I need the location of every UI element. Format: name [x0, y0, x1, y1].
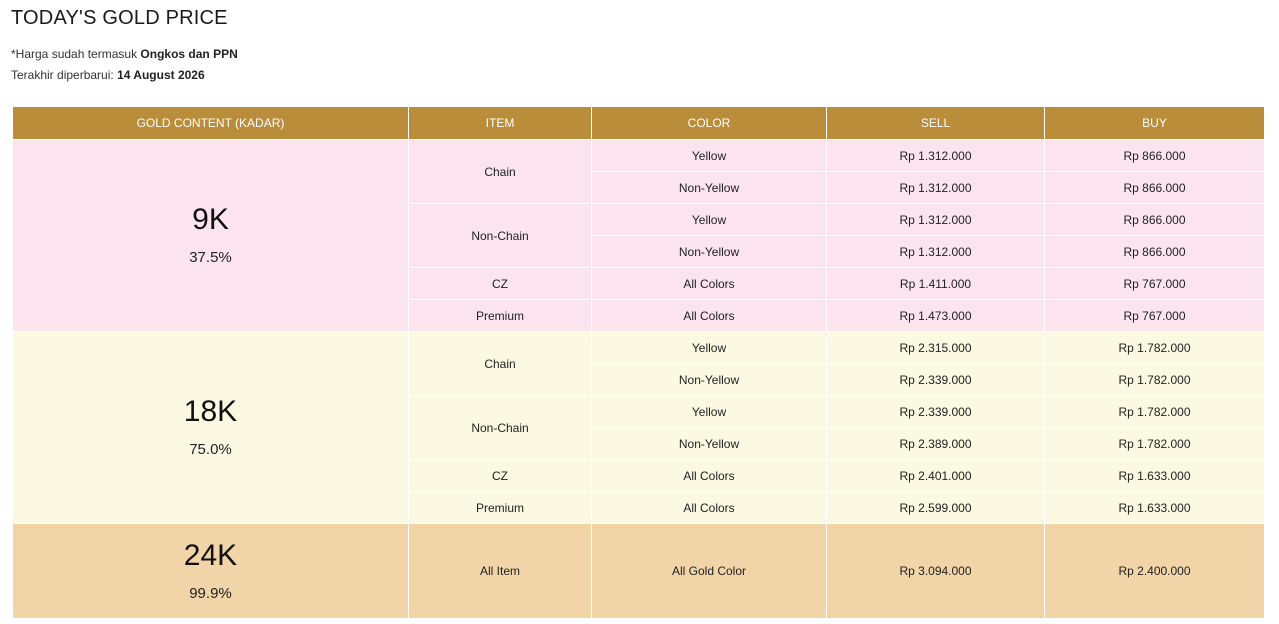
- page-title: TODAY'S GOLD PRICE: [11, 7, 228, 29]
- header-item: ITEM: [409, 107, 592, 140]
- karat-label: 9K: [192, 203, 229, 236]
- item-cell: Premium: [409, 492, 592, 524]
- item-cell: Premium: [409, 300, 592, 332]
- sell-cell: Rp 1.312.000: [827, 204, 1045, 236]
- header-color: COLOR: [592, 107, 827, 140]
- table-row: [13, 332, 1265, 364]
- sell-cell: Rp 3.094.000: [827, 524, 1045, 619]
- buy-cell: Rp 2.400.000: [1045, 524, 1265, 619]
- sell-cell: Rp 1.312.000: [827, 172, 1045, 204]
- item-cell: CZ: [409, 268, 592, 300]
- sell-cell: Rp 1.312.000: [827, 140, 1045, 172]
- buy-cell: Rp 866.000: [1045, 172, 1265, 204]
- color-cell: All Colors: [592, 268, 827, 300]
- buy-cell: Rp 1.782.000: [1045, 428, 1265, 460]
- buy-cell: Rp 866.000: [1045, 140, 1265, 172]
- buy-cell: Rp 1.782.000: [1045, 332, 1265, 364]
- table-row: [13, 524, 1265, 619]
- price-note: [11, 47, 238, 61]
- buy-cell: Rp 866.000: [1045, 236, 1265, 268]
- color-cell: All Colors: [592, 460, 827, 492]
- last-updated-date: 14 August 2026: [117, 68, 205, 82]
- table-header-row: [13, 107, 1265, 140]
- buy-cell: Rp 767.000: [1045, 268, 1265, 300]
- price-note-bold: Ongkos dan PPN: [140, 47, 238, 61]
- sell-cell: Rp 2.315.000: [827, 332, 1045, 364]
- karat-label: 18K: [183, 395, 238, 428]
- item-cell: CZ: [409, 460, 592, 492]
- color-cell: All Gold Color: [592, 524, 827, 619]
- sell-cell: Rp 2.389.000: [827, 428, 1045, 460]
- item-cell: Chain: [409, 140, 592, 204]
- sell-cell: Rp 2.339.000: [827, 364, 1045, 396]
- karat-cell-24k: [13, 524, 409, 619]
- color-cell: All Colors: [592, 492, 827, 524]
- gold-price-table: [12, 106, 1265, 619]
- sell-cell: Rp 2.401.000: [827, 460, 1045, 492]
- last-updated-label: Terakhir diperbarui:: [11, 68, 118, 82]
- color-cell: Yellow: [592, 204, 827, 236]
- sell-cell: Rp 2.599.000: [827, 492, 1045, 524]
- price-note-prefix: *Harga sudah termasuk: [11, 47, 141, 61]
- buy-cell: Rp 767.000: [1045, 300, 1265, 332]
- sell-cell: Rp 1.312.000: [827, 236, 1045, 268]
- sell-cell: Rp 1.473.000: [827, 300, 1045, 332]
- buy-cell: Rp 1.782.000: [1045, 396, 1265, 428]
- buy-cell: Rp 1.633.000: [1045, 492, 1265, 524]
- header-sell: SELL: [827, 107, 1045, 140]
- last-updated: [11, 68, 205, 82]
- color-cell: Non-Yellow: [592, 236, 827, 268]
- karat-cell-9k: [13, 140, 409, 332]
- header-buy: BUY: [1045, 107, 1265, 140]
- sell-cell: Rp 2.339.000: [827, 396, 1045, 428]
- item-cell: Non-Chain: [409, 396, 592, 460]
- item-cell: Chain: [409, 332, 592, 396]
- color-cell: Non-Yellow: [592, 364, 827, 396]
- karat-percent: 37.5%: [189, 249, 232, 266]
- item-cell: All Item: [409, 524, 592, 619]
- color-cell: All Colors: [592, 300, 827, 332]
- buy-cell: Rp 866.000: [1045, 204, 1265, 236]
- karat-percent: 75.0%: [189, 441, 232, 458]
- color-cell: Yellow: [592, 140, 827, 172]
- buy-cell: Rp 1.633.000: [1045, 460, 1265, 492]
- header-gold-content: GOLD CONTENT (KADAR): [13, 107, 409, 140]
- karat-percent: 99.9%: [189, 584, 232, 602]
- karat-label: 24K: [183, 538, 238, 572]
- color-cell: Non-Yellow: [592, 428, 827, 460]
- karat-cell-18k: [13, 332, 409, 524]
- color-cell: Yellow: [592, 332, 827, 364]
- table-row: [13, 140, 1265, 172]
- item-cell: Non-Chain: [409, 204, 592, 268]
- color-cell: Yellow: [592, 396, 827, 428]
- color-cell: Non-Yellow: [592, 172, 827, 204]
- buy-cell: Rp 1.782.000: [1045, 364, 1265, 396]
- sell-cell: Rp 1.411.000: [827, 268, 1045, 300]
